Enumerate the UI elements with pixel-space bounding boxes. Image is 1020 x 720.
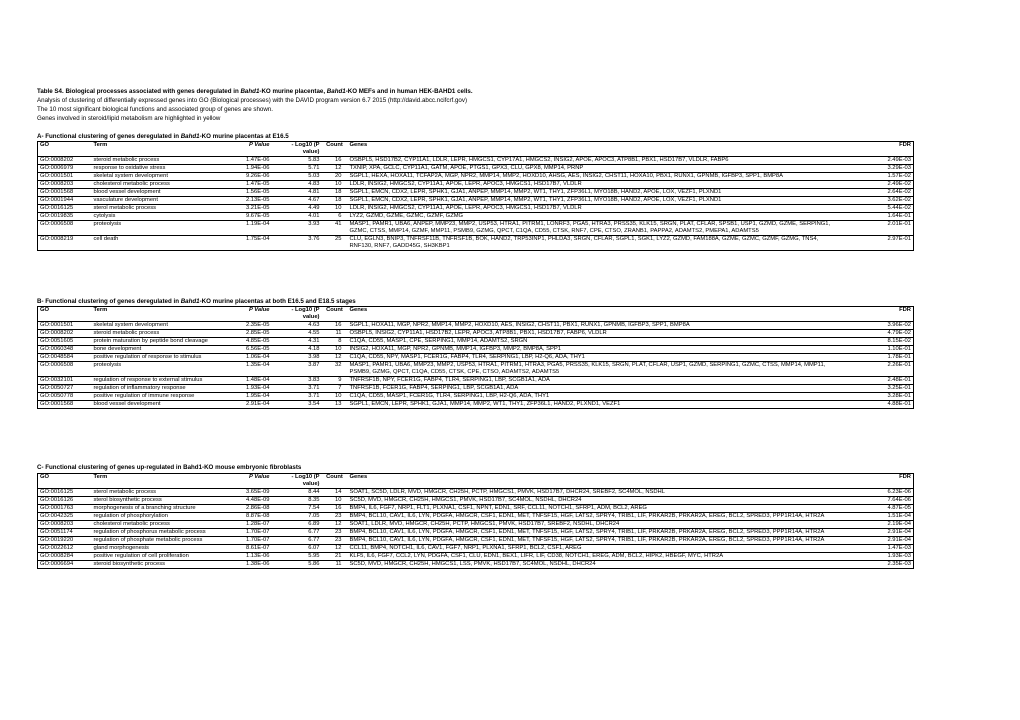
log10-cell: 4.81: [272, 189, 322, 197]
count-cell: 32: [322, 362, 348, 377]
genes-cell: SGPL1, EMCN, CDX2, LEPR, SPHK1, GJA1, ANPEP, MMP14, MMP2, WT1, THY1, ZFP36L1, MYO18B, HAND2, APOE, LOX, VEZF1, PLXND1: [348, 197, 838, 205]
term-cell: bone development: [92, 346, 226, 354]
fdr-cell: 5.44E-02: [838, 205, 914, 213]
fdr-cell: 3.29E-03: [838, 165, 914, 173]
table-row: [38, 157, 914, 165]
section-b-title: [37, 298, 356, 305]
table-row: [38, 354, 914, 362]
fdr-cell: 1.51E-04: [838, 513, 914, 521]
count-cell: 23: [322, 537, 348, 545]
fdr-cell: 1.47E-03: [838, 545, 914, 553]
section-a-title: [37, 133, 289, 140]
genes-cell: SC5D, MVD, HMGCR, CH25H, HMGCS1, PMVK, HSD17B7, SC4MOL, NSDHL, DHCR24: [348, 497, 838, 505]
go-id-cell: GO:0051174: [38, 529, 92, 537]
header-fdr: FDR: [838, 307, 914, 322]
go-id-cell: GO:0001568: [38, 189, 92, 197]
term-cell: skeletal system development: [92, 173, 226, 181]
fdr-cell: 2.35E-03: [838, 561, 914, 569]
genes-cell: SOAT1, SC5D, LDLR, MVD, HMGCR, CH25H, PCTP, HMGCS1, PMVK, HSD17B7, DHCR24, SREBF2, SC4MOL, NSDHL: [348, 489, 838, 497]
term-cell: protein maturation by peptide bond cleavage: [92, 338, 226, 346]
log10-cell: 5.86: [272, 561, 322, 569]
table-row: [38, 338, 914, 346]
p-value-cell: 1.13E-06: [226, 553, 272, 561]
fdr-cell: 3.62E-02: [838, 197, 914, 205]
header-go: GO: [38, 307, 92, 322]
count-cell: 10: [322, 393, 348, 401]
log10-cell: 3.93: [272, 221, 322, 236]
table-row: [38, 489, 914, 497]
p-value-cell: 1.94E-06: [226, 165, 272, 173]
term-cell: blood vessel development: [92, 401, 226, 409]
p-value-cell: 2.35E-05: [226, 322, 272, 330]
genes-cell: BMP4, BCL10, CAV1, IL6, LYN, PDGFA, HMGCR, CSF1, EDN1, MET, TNFSF15, HGF, LATS2, SPRY4, TRIB1, LIF, PRKAR2B, PRKAR2A, EREG, BCL2, SPRED3, PPP1R14A, HTR2A: [348, 513, 838, 521]
term-cell: regulation of phosphate metabolic process: [92, 537, 226, 545]
count-cell: 10: [322, 205, 348, 213]
go-id-cell: GO:0006508: [38, 362, 92, 377]
caption-label: Table S4.: [37, 88, 64, 95]
genes-cell: KLF5, IL6, FGF7, CCL2, LYN, PDGFA, CSF1, CLU, EDN1, BEX1, LIFR, LIF, CD38, NOTCH1, EREG, ADM, BCL2, HIPK2, HBEGF, MYC, HTR2A: [348, 553, 838, 561]
count-cell: 41: [322, 221, 348, 236]
count-cell: 16: [322, 322, 348, 330]
go-id-cell: GO:0008284: [38, 553, 92, 561]
log10-cell: 3.54: [272, 401, 322, 409]
p-value-cell: 1.06E-04: [226, 354, 272, 362]
table-row: [38, 173, 914, 181]
section-b-table: [37, 306, 914, 409]
go-id-cell: GO:0032101: [38, 377, 92, 385]
header-genes: Genes: [348, 474, 838, 489]
table-row: [38, 221, 914, 236]
p-value-cell: 2.91E-04: [226, 401, 272, 409]
genes-cell: CCL11, BMP4, NOTCH1, IL6, CAV1, FGF7, NRP1, PLXNA1, SFRP1, BCL2, CSF1, AREG: [348, 545, 838, 553]
p-value-cell: 2.13E-05: [226, 197, 272, 205]
count-cell: 16: [322, 157, 348, 165]
fdr-cell: 1.10E-01: [838, 346, 914, 354]
count-cell: 7: [322, 385, 348, 393]
count-cell: 10: [322, 346, 348, 354]
go-id-cell: GO:0001944: [38, 197, 92, 205]
genes-cell: C1QA, CD55, NPY, MASP1, FCER1G, FABP4, TLR4, SERPING1, LBP, H2-Q6, ADA, THY1: [348, 354, 838, 362]
fdr-cell: 3.96E-02: [838, 322, 914, 330]
log10-cell: 3.98: [272, 354, 322, 362]
header-pvalue: P Value: [226, 307, 272, 322]
p-value-cell: 1.47E-05: [226, 181, 272, 189]
p-value-cell: 3.65E-09: [226, 489, 272, 497]
log10-cell: 6.89: [272, 521, 322, 529]
term-cell: positive regulation of immune response: [92, 393, 226, 401]
go-id-cell: GO:0006508: [38, 221, 92, 236]
log10-cell: 4.01: [272, 213, 322, 221]
header-go: GO: [38, 142, 92, 157]
term-cell: response to oxidative stress: [92, 165, 226, 173]
genes-cell: LYZ2, GZMD, GZME, GZMC, GZMF, GZMG: [348, 213, 838, 221]
log10-cell: 4.83: [272, 181, 322, 189]
section-a-title-b: -KO murine placentas at E16.5: [199, 133, 289, 140]
fdr-cell: 2.01E-01: [838, 221, 914, 236]
fdr-cell: 2.91E-04: [838, 529, 914, 537]
section-b-title-b: -KO murine placentas at both E16.5 and E18.5 stages: [199, 298, 356, 305]
genes-cell: TNFRSF1B, FCER1G, FABP4, SERPING1, LBP, SCGB1A1, ADA: [348, 385, 838, 393]
fdr-cell: 4.88E-01: [838, 401, 914, 409]
fdr-cell: 3.25E-01: [838, 385, 914, 393]
term-cell: vasculature development: [92, 197, 226, 205]
count-cell: 12: [322, 354, 348, 362]
term-cell: sterol metabolic process: [92, 205, 226, 213]
genes-cell: SGPL1, EMCN, LEPR, SPHK1, GJA1, MMP14, MMP2, WT1, THY1, ZFP36L1, HAND2, PLXND1, VEZF1: [348, 401, 838, 409]
go-id-cell: GO:0050727: [38, 385, 92, 393]
header-row: [38, 142, 914, 157]
term-cell: positive regulation of response to stimulus: [92, 354, 226, 362]
fdr-cell: 4.87E-05: [838, 505, 914, 513]
log10-cell: 4.18: [272, 346, 322, 354]
go-id-cell: GO:0050778: [38, 393, 92, 401]
p-value-cell: 4.48E-09: [226, 497, 272, 505]
term-cell: regulation of inflammatory response: [92, 385, 226, 393]
table-row: [38, 401, 914, 409]
fdr-cell: 1.78E-01: [838, 354, 914, 362]
fdr-cell: 1.93E-03: [838, 553, 914, 561]
table-row: [38, 322, 914, 330]
fdr-cell: 3.28E-01: [838, 393, 914, 401]
term-cell: sterol biosynthetic process: [92, 497, 226, 505]
go-id-cell: GO:0016125: [38, 489, 92, 497]
go-id-cell: GO:0019220: [38, 537, 92, 545]
genes-cell: BMP4, IL6, FGF7, NRP1, FLT1, PLXNA1, CSF1, NPNT, EDN1, SRF, CCL11, NOTCH1, SFRP1, ADM, BCL2, AREG: [348, 505, 838, 513]
p-value-cell: 6.56E-05: [226, 346, 272, 354]
p-value-cell: 2.86E-08: [226, 505, 272, 513]
go-id-cell: GO:0001501: [38, 322, 92, 330]
section-a-title-a: A- Functional clustering of genes deregulated in: [37, 133, 181, 140]
log10-cell: 4.67: [272, 197, 322, 205]
header-pvalue: P Value: [226, 474, 272, 489]
genes-cell: BMP4, BCL10, CAV1, IL6, LYN, PDGFA, HMGCR, CSF1, EDN1, MET, TNFSF15, HGF, LATS2, SPRY4, TRIB1, LIF, PRKAR2B, PRKAR2A, EREG, BCL2, SPRED3, PPP1R14A, HTR2A: [348, 537, 838, 545]
log10-cell: 7.05: [272, 513, 322, 521]
go-id-cell: GO:0001568: [38, 401, 92, 409]
header-pvalue: P Value: [226, 142, 272, 157]
p-value-cell: 1.93E-04: [226, 385, 272, 393]
fdr-cell: 6.23E-06: [838, 489, 914, 497]
header-count: Count: [322, 307, 348, 322]
count-cell: 12: [322, 165, 348, 173]
p-value-cell: 4.85E-05: [226, 338, 272, 346]
count-cell: 18: [322, 197, 348, 205]
go-id-cell: GO:0008202: [38, 330, 92, 338]
fdr-cell: 2.91E-04: [838, 537, 914, 545]
table-caption: [37, 88, 473, 96]
go-id-cell: GO:0008202: [38, 157, 92, 165]
caption-text-b: -KO murine placentae,: [259, 88, 327, 95]
p-value-cell: 1.48E-04: [226, 377, 272, 385]
caption-gene-b: Bahd1: [326, 88, 346, 95]
genes-cell: LDLR, INSIG2, HMGCS2, CYP11A1, APOE, LEPR, APOC3, HMGCS1, HSD17B7, VLDLR: [348, 205, 838, 213]
go-id-cell: GO:0006979: [38, 165, 92, 173]
log10-cell: 8.35: [272, 497, 322, 505]
p-value-cell: 1.70E-07: [226, 537, 272, 545]
genes-cell: SOAT1, LDLR, MVD, HMGCR, CH25H, PCTP, HMGCS1, PMVK, HSD17B7, SREBF2, NSDHL, DHCR24: [348, 521, 838, 529]
go-id-cell: GO:0006694: [38, 561, 92, 569]
genes-cell: SGPL1, HOXA11, MGP, NPR2, MMP14, MMP2, HOXD10, AES, INSIG2, CHST11, PBX1, RUNX1, GPNMB, IGFBP3, SPP1, BMP8A: [348, 322, 838, 330]
log10-cell: 5.83: [272, 157, 322, 165]
fdr-cell: 2.49E-03: [838, 157, 914, 165]
genes-cell: TXNIP, XPA, GCLC, CYP11A1, GATM, APOE, PTGS1, GPX3, CLU, GPX8, MMP14, PRNP: [348, 165, 838, 173]
p-value-cell: 1.35E-04: [226, 362, 272, 377]
table-row: [38, 165, 914, 173]
p-value-cell: 1.75E-04: [226, 236, 272, 251]
go-id-cell: GO:0001763: [38, 505, 92, 513]
count-cell: 23: [322, 529, 348, 537]
term-cell: proteolysis: [92, 221, 226, 236]
log10-cell: 4.55: [272, 330, 322, 338]
description-line-1: Analysis of clustering of differentially expressed genes into GO (Biological processes) with the DAVID program version 6.7 2015 (http://david.abcc.ncifcrf.gov): [37, 97, 468, 104]
section-b-title-a: B- Functional clustering of genes deregulated in: [37, 298, 181, 305]
p-value-cell: 1.56E-05: [226, 189, 272, 197]
section-a-table: [37, 141, 914, 251]
log10-cell: 6.77: [272, 537, 322, 545]
table-row: [38, 377, 914, 385]
p-value-cell: 9.26E-06: [226, 173, 272, 181]
table-row: [38, 545, 914, 553]
header-fdr: FDR: [838, 142, 914, 157]
genes-cell: OSBPL5, HSD17B2, CYP11A1, LDLR, LEPR, HMGCS1, CYP17A1, HMGCS2, INSIG2, APOE, APOC3, ATP8B1, PBX1, HSD17B7, VLDLR, FABP6: [348, 157, 838, 165]
term-cell: morphogenesis of a branching structure: [92, 505, 226, 513]
term-cell: regulation of phosphorylation: [92, 513, 226, 521]
table-row: [38, 505, 914, 513]
log10-cell: 4.63: [272, 322, 322, 330]
count-cell: 21: [322, 553, 348, 561]
genes-cell: INSIG2, HOXA11, MGP, NPR2, GPNMB, MMP14, IGFBP3, MMP2, BMP8A, SPP1: [348, 346, 838, 354]
fdr-cell: 1.57E-02: [838, 173, 914, 181]
description-line-2: The 10 most significant biological functions and associated group of genes are shown.: [37, 106, 273, 113]
go-id-cell: GO:0008203: [38, 181, 92, 189]
go-id-cell: GO:0001501: [38, 173, 92, 181]
log10-cell: 3.87: [272, 362, 322, 377]
count-cell: 12: [322, 545, 348, 553]
count-cell: 16: [322, 505, 348, 513]
genes-cell: C1QA, CD55, MASP1, FCER1G, TLR4, SERPING1, LBP, H2-Q6, ADA, THY1: [348, 393, 838, 401]
term-cell: steroid metabolic process: [92, 330, 226, 338]
count-cell: 13: [322, 401, 348, 409]
log10-cell: 3.83: [272, 377, 322, 385]
count-cell: 10: [322, 181, 348, 189]
p-value-cell: 1.28E-07: [226, 521, 272, 529]
genes-cell: SC5D, MVD, HMGCR, CH25H, HMGCS1, LSS, PMVK, HSD17B7, SC4MOL, NSDHL, DHCR24: [348, 561, 838, 569]
count-cell: 23: [322, 513, 348, 521]
table-row: [38, 521, 914, 529]
p-value-cell: 1.47E-06: [226, 157, 272, 165]
fdr-cell: 2.49E-02: [838, 181, 914, 189]
genes-cell: MASP1, PAMR1, UBA6, MMP23, MMP2, USP53, HTRA1, PITRM1, HTRA3, PGA5, PRSS35, KLK15, SRGN, PLAT, CFLAR, USP1, GZMD, SERPING1, GZMC, CTSS, MMP14, MMP11, PSMB9, GZMG, QPCT, C1QA, CD55, CTSK, CPE, CTSO, ADAMTS2, ADAMTS5: [348, 362, 838, 377]
count-cell: 8: [322, 338, 348, 346]
term-cell: sterol metabolic process: [92, 489, 226, 497]
term-cell: steroid metabolic process: [92, 157, 226, 165]
caption-text-a: Biological processes associated with genes deregulated in: [63, 88, 241, 95]
p-value-cell: 8.87E-08: [226, 513, 272, 521]
term-cell: cholesterol metabolic process: [92, 521, 226, 529]
term-cell: steroid biosynthetic process: [92, 561, 226, 569]
term-cell: blood vessel development: [92, 189, 226, 197]
genes-cell: C1QA, CD55, MASP1, CPE, SERPING1, MMP14, ADAMTS2, SRGN: [348, 338, 838, 346]
table-row: [38, 362, 914, 377]
go-id-cell: GO:0019835: [38, 213, 92, 221]
count-cell: 18: [322, 189, 348, 197]
header-log10: - Log10 (P value): [272, 142, 322, 157]
table-row: [38, 393, 914, 401]
table-row: [38, 553, 914, 561]
term-cell: regulation of response to external stimulus: [92, 377, 226, 385]
go-id-cell: GO:0022612: [38, 545, 92, 553]
header-genes: Genes: [348, 307, 838, 322]
log10-cell: 5.03: [272, 173, 322, 181]
count-cell: 25: [322, 236, 348, 251]
genes-cell: MASP1, PAMR1, UBA6, ANPEP, MMP23, MMP2, USP53, HTRA1, PITRM1, LONRF3, PGA5, HTRA3, PRSS35, KLK15, SRGN, PLAT, CFLAR, SPSB1, USP1, GZMD, GZME, SERPING1, GZMC, CTSS, MMP14, GZMF, MMP11, PSMB9, GZMG, QPCT, C1QA, CD55, CTSK, RNF7, CPE, CTSO, ZRANB1, PAPPA2, ADAMTS2, PMEPA1, ADAMTS5: [348, 221, 838, 236]
header-genes: Genes: [348, 142, 838, 157]
fdr-cell: 2.64E-02: [838, 189, 914, 197]
term-cell: proteolysis: [92, 362, 226, 377]
log10-cell: 3.71: [272, 385, 322, 393]
go-id-cell: GO:0008219: [38, 236, 92, 251]
p-value-cell: 2.85E-05: [226, 330, 272, 338]
table-row: [38, 561, 914, 569]
count-cell: 11: [322, 330, 348, 338]
count-cell: 9: [322, 377, 348, 385]
term-cell: regulation of phosphorus metabolic process: [92, 529, 226, 537]
log10-cell: 3.76: [272, 236, 322, 251]
section-c-title-a: C- Functional clustering of genes up-regulated in Bahd1-KO mouse embryonic fibroblasts: [37, 464, 302, 471]
go-id-cell: GO:0008203: [38, 521, 92, 529]
header-log10: - Log10 (P value): [272, 307, 322, 322]
p-value-cell: 1.95E-04: [226, 393, 272, 401]
genes-cell: OSBPL5, INSIG2, CYP11A1, HSD17B2, LEPR, APOC3, ATP8B1, PBX1, HSD17B7, FABP6, VLDLR: [348, 330, 838, 338]
table-row: [38, 537, 914, 545]
table-row: [38, 330, 914, 338]
header-row: [38, 307, 914, 322]
table-row: [38, 205, 914, 213]
term-cell: cytolysis: [92, 213, 226, 221]
count-cell: 6: [322, 213, 348, 221]
genes-cell: SGPL1, EMCN, CDX2, LEPR, SPHK1, GJA1, ANPEP, MMP14, MMP2, WT1, THY1, ZFP36L1, MYO18B, HAND2, APOE, LOX, VEZF1, PLXND1: [348, 189, 838, 197]
genes-cell: TNFRSF1B, NPY, FCER1G, FABP4, TLR4, SERPING1, LBP, SCGB1A1, ADA: [348, 377, 838, 385]
p-value-cell: 8.61E-07: [226, 545, 272, 553]
header-term: Term: [92, 474, 226, 489]
p-value-cell: 9.67E-05: [226, 213, 272, 221]
term-cell: skeletal system development: [92, 322, 226, 330]
caption-gene-a: Bahd1: [240, 88, 260, 95]
header-term: Term: [92, 142, 226, 157]
header-count: Count: [322, 474, 348, 489]
count-cell: 10: [322, 497, 348, 505]
fdr-cell: 2.97E-01: [838, 236, 914, 251]
header-go: GO: [38, 474, 92, 489]
count-cell: 12: [322, 521, 348, 529]
table-row: [38, 213, 914, 221]
section-c-title: [37, 464, 301, 471]
p-value-cell: 1.19E-04: [226, 221, 272, 236]
go-id-cell: GO:0042325: [38, 513, 92, 521]
p-value-cell: 1.38E-06: [226, 561, 272, 569]
log10-cell: 4.49: [272, 205, 322, 213]
header-fdr: FDR: [838, 474, 914, 489]
table-row: [38, 385, 914, 393]
fdr-cell: 1.64E-01: [838, 213, 914, 221]
count-cell: 11: [322, 561, 348, 569]
go-id-cell: GO:0051605: [38, 338, 92, 346]
table-row: [38, 529, 914, 537]
genes-cell: CLU, EGLN3, BNIP3, TNFRSF11B, TNFRSF1B, BOK, HAND2, TRP53INP1, PHLDA3, SRGN, CFLAR, SGPL1, SGK1, LYZ2, GZMD, FAM188A, GZME, GZMC, GZMF, GZMG, TNS4, RNF130, RNF7, GADD45G, SH3KBP1: [348, 236, 838, 251]
fdr-cell: 2.48E-01: [838, 377, 914, 385]
section-a-title-gene: Bahd1: [180, 133, 200, 140]
caption-text-c: -KO MEFs and in human HEK-BAHD1 cells.: [345, 88, 473, 95]
log10-cell: 7.54: [272, 505, 322, 513]
table-row: [38, 497, 914, 505]
header-term: Term: [92, 307, 226, 322]
fdr-cell: 2.19E-04: [838, 521, 914, 529]
go-id-cell: GO:0016126: [38, 497, 92, 505]
log10-cell: 5.95: [272, 553, 322, 561]
table-row: [38, 346, 914, 354]
count-cell: 14: [322, 489, 348, 497]
description-line-3: Genes involved in steroid/lipid metabolism are highlighted in yellow: [37, 115, 221, 122]
header-row: [38, 474, 914, 489]
table-row: [38, 513, 914, 521]
genes-cell: SGPL1, HEXA, HOXA11, TCFAP2A, MGP, NPR2, MMP14, MMP2, HOXD10, AHSG, AES, INSIG2, CHST11, HOXA10, PBX1, RUNX1, GPNMB, IGFBP3, SPP1, BMP8A: [348, 173, 838, 181]
p-value-cell: 1.70E-07: [226, 529, 272, 537]
term-cell: cholesterol metabolic process: [92, 181, 226, 189]
p-value-cell: 3.21E-05: [226, 205, 272, 213]
fdr-cell: 4.79E-02: [838, 330, 914, 338]
header-log10: - Log10 (P value): [272, 474, 322, 489]
go-id-cell: GO:0048584: [38, 354, 92, 362]
term-cell: cell death: [92, 236, 226, 251]
section-c-table: [37, 473, 914, 569]
header-count: Count: [322, 142, 348, 157]
fdr-cell: 8.15E-02: [838, 338, 914, 346]
table-row: [38, 236, 914, 251]
log10-cell: 8.44: [272, 489, 322, 497]
count-cell: 20: [322, 173, 348, 181]
table-row: [38, 197, 914, 205]
go-id-cell: GO:0060348: [38, 346, 92, 354]
genes-cell: LDLR, INSIG2, HMGCS2, CYP11A1, APOE, LEPR, APOC3, HMGCS1, HSD17B7, VLDLR: [348, 181, 838, 189]
section-b-title-gene: Bahd1: [180, 298, 200, 305]
log10-cell: 4.31: [272, 338, 322, 346]
table-row: [38, 189, 914, 197]
log10-cell: 5.71: [272, 165, 322, 173]
table-row: [38, 181, 914, 189]
term-cell: positive regulation of cell proliferation: [92, 553, 226, 561]
log10-cell: 6.07: [272, 545, 322, 553]
fdr-cell: 7.64E-06: [838, 497, 914, 505]
genes-cell: BMP4, BCL10, CAV1, IL6, LYN, PDGFA, HMGCR, CSF1, EDN1, MET, TNFSF15, HGF, LATS2, SPRY4, TRIB1, LIF, PRKAR2B, PRKAR2A, EREG, BCL2, SPRED3, PPP1R14A, HTR2A: [348, 529, 838, 537]
term-cell: gland morphogenesis: [92, 545, 226, 553]
log10-cell: 3.71: [272, 393, 322, 401]
fdr-cell: 2.26E-01: [838, 362, 914, 377]
log10-cell: 6.77: [272, 529, 322, 537]
go-id-cell: GO:0016125: [38, 205, 92, 213]
